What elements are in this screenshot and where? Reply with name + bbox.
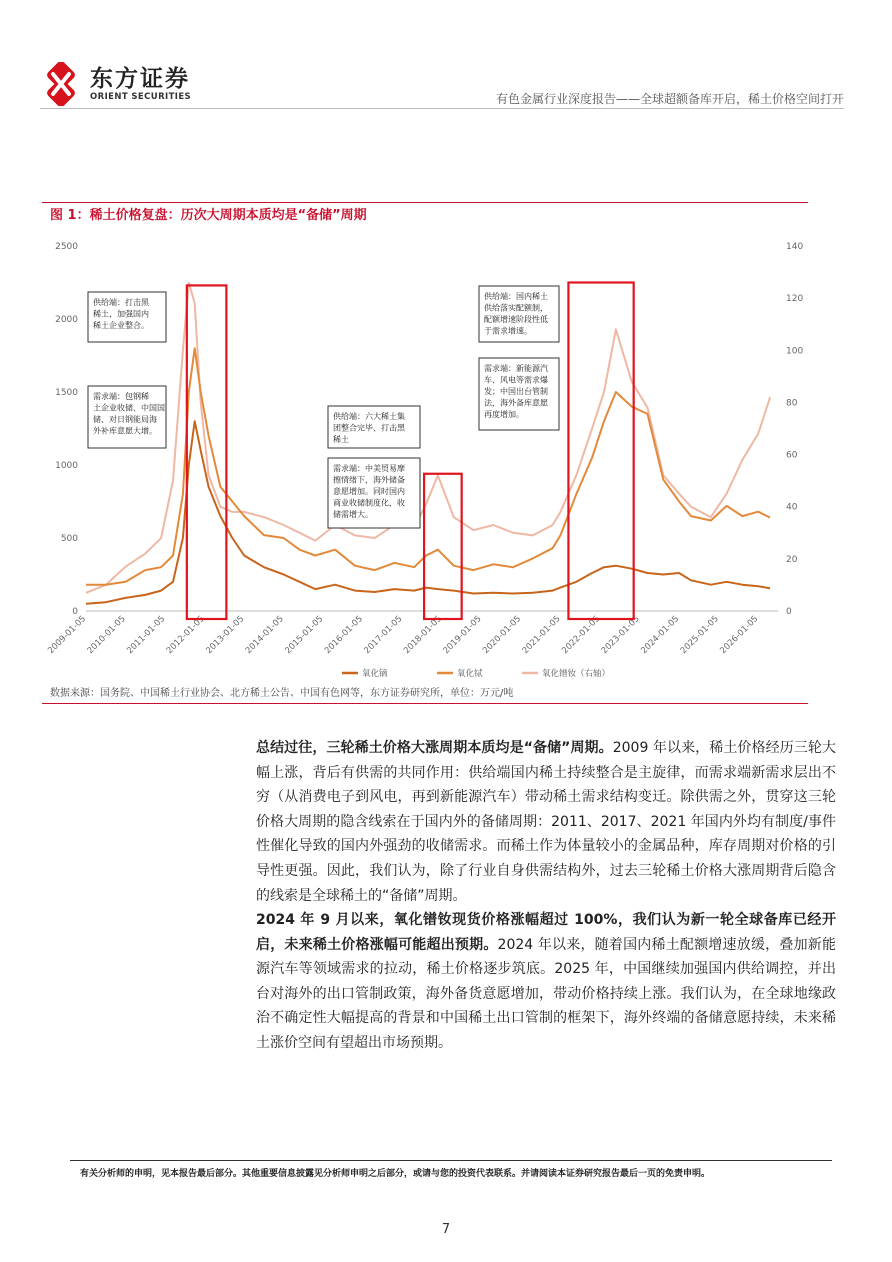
x-tick-label: 2016-01-05: [322, 614, 365, 657]
x-tick-label: 2010-01-05: [85, 614, 128, 657]
y-left-tick-label: 500: [60, 534, 78, 544]
annotation-line: 稀土，加强国内: [93, 309, 149, 319]
annotation-line: 供给落实配额制，: [484, 303, 548, 313]
annotation-line: 土企业收储、中国国: [93, 403, 165, 413]
summary-text: 2009 年以来，稀土价格经历三轮大幅上涨，背后有供需的共同作用：供给端国内稀土持续整合是主旋律，而需求端新需求层出不穷（从消费电子到风电，再到新能源汽车）带动稀土需求结构变迁。除供需之外，贯穿这三轮价格大周期的隐含线索在于国内外的备储周期：2011、2017、2021 年国内外均有制度/事件性催化导致的国内外强劲的收储需求。而稀土作为体量较小的金属品种，库存周期对价格的引导性更强。因此，我们认为，除了行业自身供需结构外，过去三轮稀土价格大涨周期背后隐含的线索是全球稀土的“备储”周期。: [256, 740, 836, 904]
annotation-line: 商业收储制度化，收: [333, 498, 405, 508]
x-tick-label: 2021-01-05: [520, 614, 563, 657]
figure-source: 数据来源：国务院、中国稀土行业协会、北方稀土公告、中国有色网等，东方证券研究所，单位：万元/吨: [50, 688, 514, 699]
x-tick-label: 2015-01-05: [283, 614, 326, 657]
annotation-line: 于需求增速。: [484, 326, 532, 336]
annotation-line: 需求端：中美贸易摩: [333, 464, 405, 473]
annotation-line: 擦情绪下，海外储备: [333, 475, 405, 485]
annotation-line: 配额增速阶段性低: [484, 315, 548, 324]
annotation-line: 供给端：打击黑: [93, 298, 149, 307]
figure-top-rule: [42, 202, 808, 203]
figure-title: 图 1：稀土价格复盘：历次大周期本质均是“备储”周期: [50, 208, 367, 223]
annotation-line: 团整合完毕、打击黑: [333, 423, 405, 433]
y-left-tick-label: 2000: [55, 315, 78, 325]
x-tick-label: 2019-01-05: [441, 614, 484, 657]
x-tick-label: 2024-01-05: [639, 614, 682, 657]
y-left-tick-label: 0: [72, 607, 78, 617]
y-right-tick-label: 80: [786, 398, 798, 409]
footer-disclaimer: 有关分析师的申明，见本报告最后部分。其他重要信息披露见分析师申明之后部分，或请与您的投资代表联系。并请阅读本证券研究报告最后一页的免责申明。: [80, 1169, 711, 1179]
x-tick-label: 2014-01-05: [243, 614, 286, 657]
x-tick-label: 2012-01-05: [164, 614, 207, 657]
annotation-line: 供给端：国内稀土: [484, 292, 548, 301]
y-left-tick-label: 2500: [55, 242, 78, 252]
annotation-line: 需求端：新能源汽: [484, 364, 548, 373]
x-tick-label: 2009-01-05: [46, 614, 89, 657]
series-line-0: [86, 421, 770, 604]
rare-earth-price-chart: [42, 228, 812, 698]
y-right-tick-label: 60: [786, 450, 798, 461]
y-right-tick-label: 20: [786, 554, 798, 565]
y-right-tick-label: 140: [786, 242, 804, 252]
annotation-line: 储、对日钢能局海: [93, 415, 157, 424]
x-tick-label: 2011-01-05: [125, 614, 168, 657]
x-tick-label: 2018-01-05: [402, 614, 445, 657]
orient-logo-icon: [40, 62, 84, 106]
page-number: 7: [441, 1222, 451, 1237]
header-divider: [40, 108, 844, 109]
y-right-tick-label: 40: [786, 502, 798, 513]
outlook-paragraph: [256, 908, 836, 1056]
outlook-lead: 2024 年 9 月以来，氧化镨钕现货价格涨幅超过 100%，我们认为新一轮全球备库已经开启，未来稀土价格涨幅可能超出预期。: [256, 912, 836, 953]
annotation-line: 法，海外备库意愿: [484, 398, 548, 408]
annotation-line: 稀土: [333, 435, 349, 444]
y-right-tick-label: 120: [786, 294, 804, 305]
company-logo: [40, 62, 191, 106]
annotation-line: 发；中国出台管制: [484, 387, 548, 396]
logo-cn-text: 东方证券: [90, 66, 190, 92]
x-tick-label: 2023-01-05: [599, 614, 642, 657]
annotation-line: 需求端：包钢稀: [93, 392, 149, 401]
x-tick-label: 2020-01-05: [481, 614, 524, 657]
legend-label: 氧化镨钕（右轴）: [542, 669, 611, 679]
x-tick-label: 2022-01-05: [560, 614, 603, 657]
outlook-text: 2024 年以来，随着国内稀土配额增速放缓，叠加新能源汽车等领域需求的拉动，稀土价格逐步筑底。2025 年，中国继续加强国内供给调控，并出台对海外的出口管制政策，海外备货意愿增加，带动价格持续上涨。我们认为，在全球地缘政治不确定性大幅提高的背景和中国稀土出口管制的框架下，海外终端的备储意愿持续，未来稀土涨价空间有望超出市场预期。: [256, 936, 837, 1051]
annotation-line: 意愿增加。同时国内: [333, 487, 405, 496]
annotation-line: 储需增大。: [333, 510, 373, 519]
logo-en-text: ORIENT SECURITIES: [90, 92, 192, 102]
report-title: 有色金属行业深度报告——全球超额备库开启，稀土价格空间打开: [495, 92, 844, 106]
x-tick-label: 2026-01-05: [718, 614, 761, 657]
y-left-tick-label: 1500: [55, 388, 78, 398]
summary-lead: 总结过往，三轮稀土价格大涨周期本质均是“备储”周期。: [256, 740, 613, 756]
annotation-line: 再度增加。: [484, 410, 524, 419]
annotation-line: 供给端：六大稀土集: [333, 412, 405, 421]
y-right-tick-label: 0: [786, 607, 792, 617]
figure-bottom-rule: [42, 703, 808, 704]
annotation-line: 稀土企业整合。: [93, 321, 149, 330]
legend-label: 氧化铽: [457, 669, 483, 679]
annotation-line: 车、风电等需求爆: [484, 375, 548, 385]
footer-divider: [70, 1160, 832, 1161]
series-line-2: [86, 283, 770, 593]
summary-paragraph: [256, 736, 836, 908]
y-left-tick-label: 1000: [55, 461, 78, 471]
x-tick-label: 2017-01-05: [362, 614, 405, 657]
x-tick-label: 2013-01-05: [204, 614, 247, 657]
legend-label: 氧化镝: [362, 669, 388, 679]
x-tick-label: 2025-01-05: [678, 614, 721, 657]
annotation-line: 外补库意愿大增。: [93, 426, 157, 436]
y-right-tick-label: 100: [786, 346, 804, 357]
